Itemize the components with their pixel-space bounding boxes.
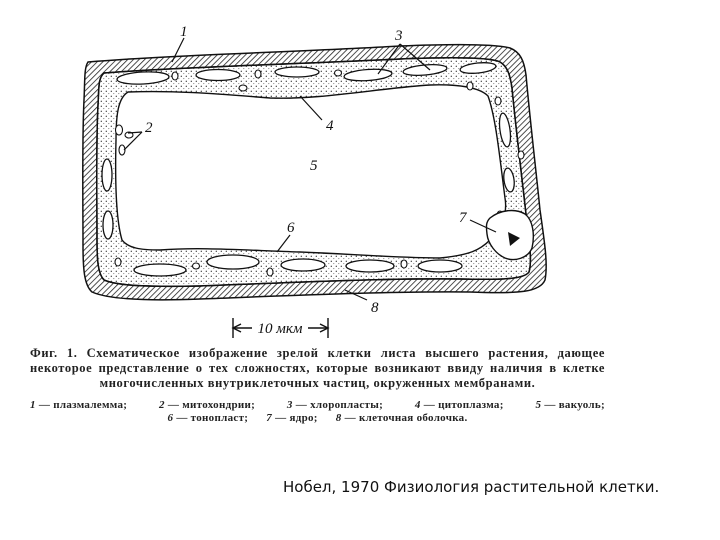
legend-item-1: 1 — плазмалемма; [30,399,128,411]
scale-bar-label: 10 мкм [257,321,303,337]
legend-item-4: 4 — цитоплазма; [414,399,504,411]
legend-item-6: 6 — тонопласт; [167,412,249,424]
caption-body: Схематическое изображение зрелой клетки листа высшего растения, дающее некоторое представление о тех сложностях, которые возникают ввиду наличия в клетке многочисленных внутриклеточных частиц, окруженных мембранами. [30,346,605,390]
label-5: 5 [310,158,318,174]
source-citation: Нобел, 1970 Физиология растительной клетки. [283,478,660,496]
label-4: 4 [326,118,334,134]
label-2: 2 [145,120,153,136]
label-3: 3 [395,28,403,44]
label-6: 6 [287,220,295,236]
figure-caption [30,346,605,425]
label-8: 8 [371,300,379,316]
label-7: 7 [459,210,467,226]
legend-item-7: 7 — ядро; [266,412,318,424]
label-1: 1 [180,24,188,40]
legend [30,399,605,425]
mitochondria [115,70,524,276]
legend-item-3: 3 — хлоропласты; [286,399,384,411]
legend-item-5: 5 — вакуоль; [535,399,605,411]
legend-item-2: 2 — митохондрии; [159,399,256,411]
caption-prefix: Фиг. 1. [30,346,78,360]
legend-item-8: 8 — клеточная оболочка. [335,412,468,424]
caption-text [30,346,605,391]
